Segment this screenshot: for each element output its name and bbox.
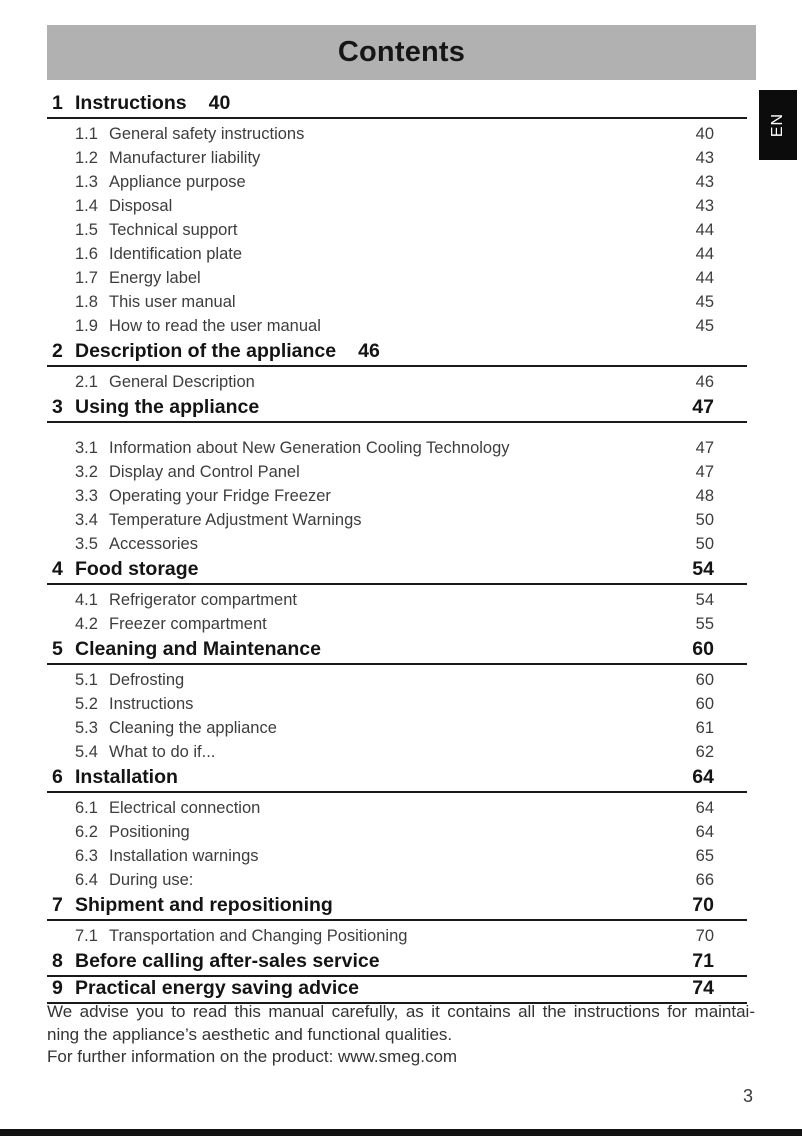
item-title: Installation warnings xyxy=(109,846,259,865)
item-title: Instructions xyxy=(109,694,194,713)
toc-item xyxy=(47,170,747,194)
item-page: 64 xyxy=(695,822,714,841)
toc-item xyxy=(47,820,747,844)
item-number: 6.1 xyxy=(75,798,98,817)
item-number: 4.2 xyxy=(75,614,98,633)
item-page: 64 xyxy=(695,798,714,817)
item-title: Electrical connection xyxy=(109,798,261,817)
toc-item xyxy=(47,146,747,170)
bottom-edge-bar xyxy=(0,1129,802,1136)
item-page: 61 xyxy=(695,718,714,737)
item-title: Freezer compartment xyxy=(109,614,267,633)
toc-item xyxy=(47,508,747,532)
page-number: 3 xyxy=(742,1086,753,1106)
item-number: 5.3 xyxy=(75,718,98,737)
toc-item xyxy=(47,460,747,484)
item-page: 47 xyxy=(695,462,714,481)
toc-section xyxy=(47,950,747,977)
item-number: 2.1 xyxy=(75,372,98,391)
toc-item xyxy=(47,796,747,820)
item-title: Energy label xyxy=(109,268,201,287)
toc-item xyxy=(47,532,747,556)
toc-items xyxy=(47,367,747,396)
item-number: 5.1 xyxy=(75,670,98,689)
footer-line: ning the appliance’s aesthetic and functional qualities. xyxy=(47,1024,453,1044)
item-title: How to read the user manual xyxy=(109,316,321,335)
item-number: 3.3 xyxy=(75,486,98,505)
toc-item xyxy=(47,266,747,290)
item-page: 54 xyxy=(695,590,714,609)
item-number: 1.4 xyxy=(75,196,98,215)
section-number: 1 xyxy=(52,92,63,114)
toc-items xyxy=(47,793,747,894)
section-number: 3 xyxy=(52,396,63,418)
toc-item xyxy=(47,588,747,612)
toc-item xyxy=(47,242,747,266)
item-number: 5.2 xyxy=(75,694,98,713)
section-title: Shipment and repositioning xyxy=(75,894,333,916)
toc-item xyxy=(47,612,747,636)
item-page: 43 xyxy=(695,148,714,167)
section-page: 60 xyxy=(692,638,714,660)
item-title: Operating your Fridge Freezer xyxy=(109,486,331,505)
toc-section xyxy=(47,340,747,396)
item-page: 70 xyxy=(695,926,714,945)
item-title: Transportation and Changing Positioning xyxy=(109,926,408,945)
toc-item xyxy=(47,668,747,692)
toc-section-heading xyxy=(47,92,747,119)
item-number: 4.1 xyxy=(75,590,98,609)
item-number: 6.2 xyxy=(75,822,98,841)
toc-items xyxy=(47,119,747,340)
item-title: This user manual xyxy=(109,292,236,311)
toc-section-heading xyxy=(47,396,747,423)
item-number: 3.5 xyxy=(75,534,98,553)
item-number: 1.7 xyxy=(75,268,98,287)
section-number: 9 xyxy=(52,977,63,999)
item-number: 3.2 xyxy=(75,462,98,481)
item-page: 45 xyxy=(695,316,714,335)
section-page: 46 xyxy=(358,340,380,362)
footer-line: We advise you to read this manual carefully, as it contains all the instructions for maintai- xyxy=(47,1002,755,1021)
section-number: 8 xyxy=(52,950,63,972)
item-title: Technical support xyxy=(109,220,238,239)
toc-items xyxy=(47,921,747,950)
item-number: 1.2 xyxy=(75,148,98,167)
section-title: Using the appliance xyxy=(75,396,260,418)
language-tab-label: EN xyxy=(768,112,786,138)
toc-section-heading xyxy=(47,766,747,793)
item-page: 44 xyxy=(695,268,714,287)
item-page: 40 xyxy=(695,124,714,143)
item-page: 65 xyxy=(695,846,714,865)
item-title: Temperature Adjustment Warnings xyxy=(109,510,362,529)
contents-header-bar xyxy=(47,25,756,80)
item-number: 1.3 xyxy=(75,172,98,191)
item-number: 7.1 xyxy=(75,926,98,945)
toc-items xyxy=(47,665,747,766)
item-number: 3.4 xyxy=(75,510,98,529)
toc-item xyxy=(47,194,747,218)
item-title: Information about New Generation Cooling Technology xyxy=(109,438,510,457)
item-page: 50 xyxy=(695,510,714,529)
item-page: 44 xyxy=(695,220,714,239)
item-title: Appliance purpose xyxy=(109,172,246,191)
section-title: Installation xyxy=(75,766,178,788)
item-number: 1.5 xyxy=(75,220,98,239)
toc-section xyxy=(47,894,747,950)
toc-item xyxy=(47,370,747,394)
section-number: 6 xyxy=(52,766,63,788)
section-number: 7 xyxy=(52,894,63,916)
toc-item xyxy=(47,290,747,314)
toc-section xyxy=(47,396,747,558)
item-page: 48 xyxy=(695,486,714,505)
section-page: 54 xyxy=(692,558,714,580)
item-title: Accessories xyxy=(109,534,198,553)
toc-item xyxy=(47,436,747,460)
item-page: 43 xyxy=(695,172,714,191)
item-title: During use: xyxy=(109,870,194,889)
section-title: Description of the appliance xyxy=(75,340,337,362)
item-page: 60 xyxy=(695,670,714,689)
item-number: 6.3 xyxy=(75,846,98,865)
item-title: Manufacturer liability xyxy=(109,148,261,167)
item-title: Defrosting xyxy=(109,670,185,689)
item-title: Display and Control Panel xyxy=(109,462,300,481)
language-tab xyxy=(759,90,797,160)
section-page: 70 xyxy=(692,894,714,916)
toc-item xyxy=(47,122,747,146)
toc-item xyxy=(47,740,747,764)
toc-item xyxy=(47,716,747,740)
toc-section-heading xyxy=(47,950,747,977)
section-page: 64 xyxy=(692,766,714,788)
item-page: 47 xyxy=(695,438,714,457)
toc-item xyxy=(47,314,747,338)
toc-section-heading xyxy=(47,977,747,1004)
item-page: 46 xyxy=(695,372,714,391)
item-number: 6.4 xyxy=(75,870,98,889)
section-title: Food storage xyxy=(75,558,199,580)
item-title: Positioning xyxy=(109,822,190,841)
section-page: 71 xyxy=(692,950,714,972)
section-number: 4 xyxy=(52,558,63,580)
toc-items xyxy=(47,585,747,638)
section-page: 40 xyxy=(208,92,231,114)
toc-section-heading xyxy=(47,638,747,665)
toc-section xyxy=(47,92,747,340)
item-page: 66 xyxy=(695,870,714,889)
item-page: 45 xyxy=(695,292,714,311)
footer-note xyxy=(47,1001,755,1069)
section-title: Before calling after-sales service xyxy=(75,950,380,972)
toc-item xyxy=(47,218,747,242)
section-page: 74 xyxy=(692,977,714,999)
toc-section xyxy=(47,558,747,638)
item-number: 1.9 xyxy=(75,316,98,335)
item-title: What to do if... xyxy=(109,742,216,761)
footer-line: For further information on the product: www.smeg.com xyxy=(47,1047,458,1066)
item-title: Identification plate xyxy=(109,244,243,263)
item-page: 60 xyxy=(695,694,714,713)
page-title: Contents xyxy=(337,36,466,68)
item-title: General Description xyxy=(109,372,255,391)
section-title: Practical energy saving advice xyxy=(75,977,359,999)
toc-item xyxy=(47,484,747,508)
toc-section-heading xyxy=(47,894,747,921)
toc-section xyxy=(47,638,747,766)
toc-section-heading xyxy=(47,558,747,585)
toc-item xyxy=(47,692,747,716)
item-title: Refrigerator compartment xyxy=(109,590,297,609)
toc-section xyxy=(47,766,747,894)
item-number: 1.8 xyxy=(75,292,98,311)
section-number: 2 xyxy=(52,340,63,362)
item-title: Disposal xyxy=(109,196,173,215)
item-page: 62 xyxy=(695,742,714,761)
section-page: 47 xyxy=(692,396,714,418)
section-title: Cleaning and Maintenance xyxy=(75,638,321,660)
item-title: Cleaning the appliance xyxy=(109,718,277,737)
item-number: 1.1 xyxy=(75,124,98,143)
toc-section xyxy=(47,977,747,1004)
toc-items xyxy=(47,423,747,558)
toc-item xyxy=(47,924,747,948)
section-title: Instructions xyxy=(75,92,187,114)
item-number: 5.4 xyxy=(75,742,98,761)
toc-item xyxy=(47,844,747,868)
item-page: 44 xyxy=(695,244,714,263)
toc-section-heading xyxy=(47,340,747,367)
table-of-contents xyxy=(47,92,747,1004)
section-number: 5 xyxy=(52,638,63,660)
item-title: General safety instructions xyxy=(109,124,305,143)
item-number: 1.6 xyxy=(75,244,98,263)
item-page: 55 xyxy=(695,614,714,633)
item-page: 50 xyxy=(695,534,714,553)
toc-item xyxy=(47,868,747,892)
item-number: 3.1 xyxy=(75,438,98,457)
item-page: 43 xyxy=(695,196,714,215)
